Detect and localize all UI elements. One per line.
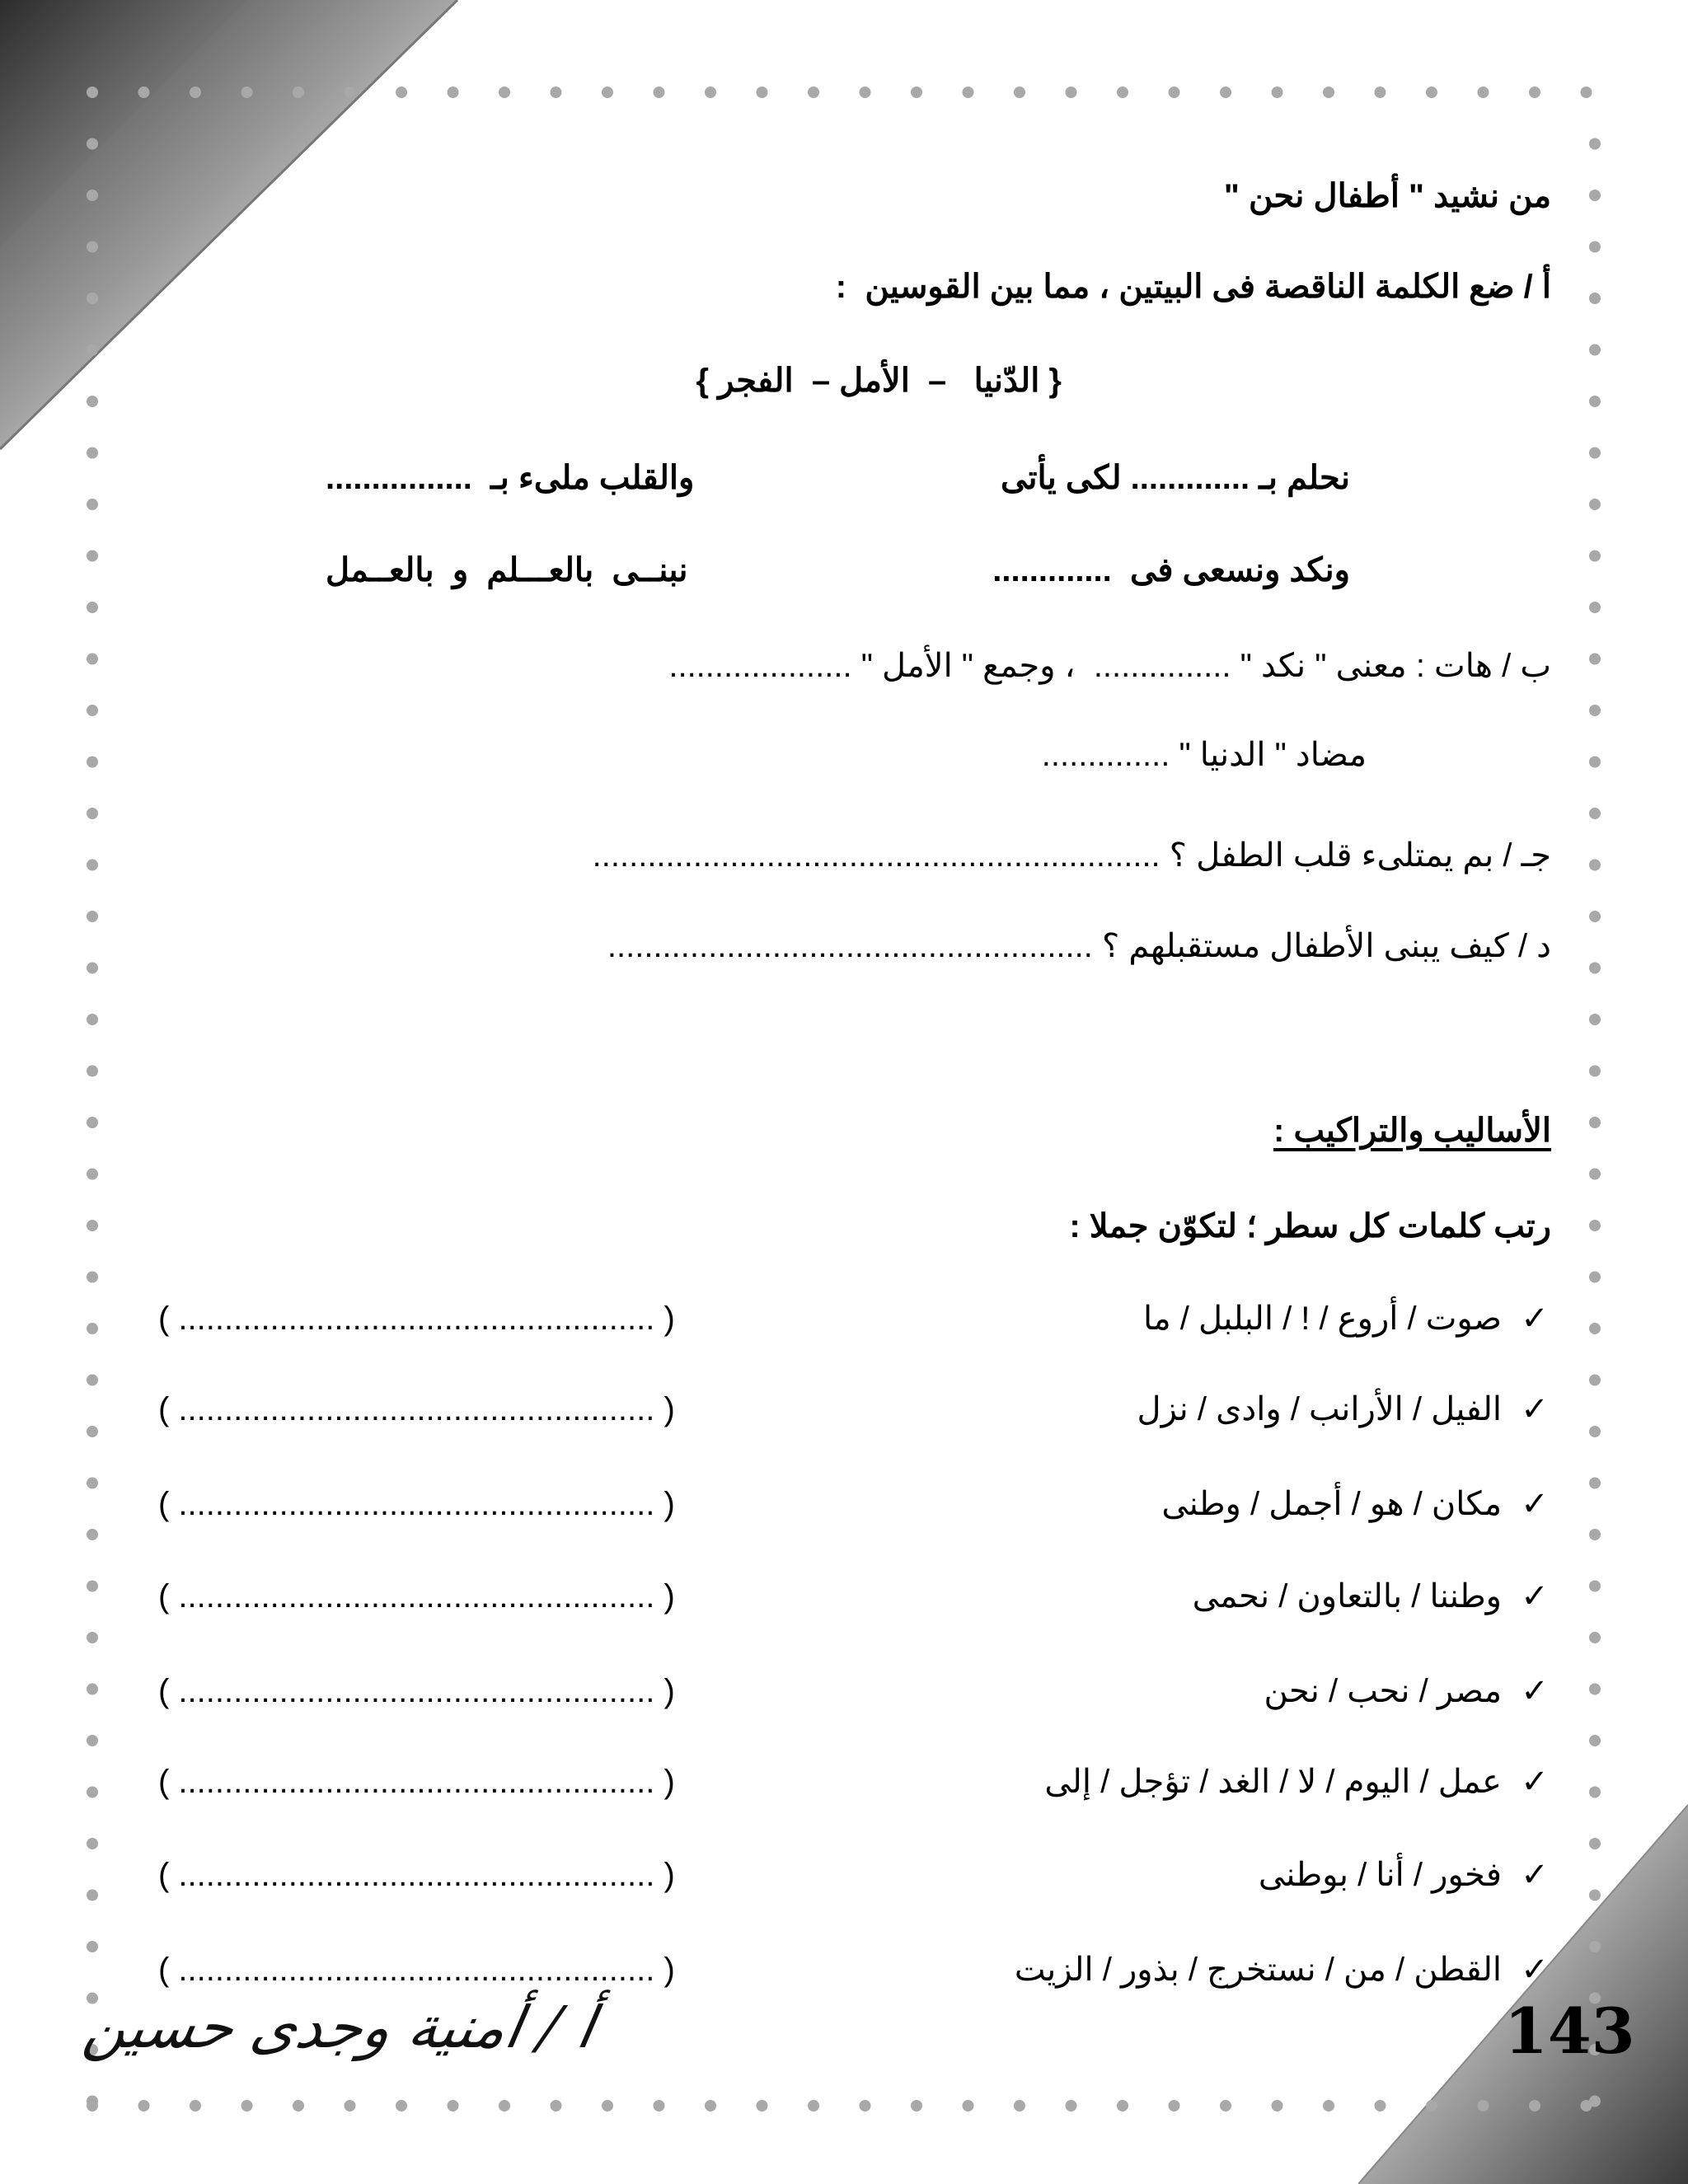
frame-dot	[87, 2096, 98, 2107]
frame-dot	[87, 396, 98, 407]
check-icon: ✓	[1521, 1673, 1549, 1709]
frame-dot	[87, 1066, 98, 1077]
frame-dot	[1169, 2100, 1180, 2111]
question-b: ب / هات : معنى " نكد " ............... ، وجمع " الأمل " ....................	[668, 648, 1551, 684]
scrambled-words: مصر / نحب / نحن	[1264, 1673, 1502, 1709]
scrambled-words: وطننا / بالتعاون / نحمى	[1192, 1578, 1502, 1615]
frame-dot	[551, 87, 562, 98]
frame-dot	[87, 808, 98, 819]
frame-dot	[87, 344, 98, 356]
frame-dot	[87, 1375, 98, 1386]
frame-dot	[1589, 1684, 1601, 1695]
frame-dot	[293, 87, 304, 98]
frame-dot	[1589, 1220, 1601, 1231]
frame-dot	[1014, 2100, 1025, 2111]
frame-dot	[87, 1272, 98, 1283]
check-icon: ✓	[1521, 1764, 1549, 1800]
answer-blank: ( .................................................... )	[158, 1486, 675, 1522]
answer-blank: ( .................................................... )	[158, 1301, 675, 1337]
frame-dot	[1589, 396, 1601, 407]
frame-dot	[1589, 1787, 1601, 1798]
frame-dot	[1589, 1890, 1601, 1901]
frame-dot	[1169, 87, 1180, 98]
frame-dot	[1589, 448, 1601, 459]
answer-blank: ( .................................................... )	[158, 1857, 675, 1893]
frame-dot	[87, 138, 98, 150]
check-icon: ✓	[1521, 1486, 1549, 1522]
frame-dot	[1589, 1529, 1601, 1540]
frame-dot	[1589, 499, 1601, 510]
frame-dot	[87, 190, 98, 201]
frame-dot	[190, 87, 201, 98]
verse1-second-half: والقلب ملىء بـ ................	[326, 460, 695, 496]
list-item	[150, 1380, 1551, 1438]
frame-dot	[1066, 87, 1077, 98]
frame-dot	[241, 2100, 253, 2111]
frame-dot	[1014, 87, 1025, 98]
frame-dot	[448, 2100, 459, 2111]
frame-dot	[1117, 2100, 1128, 2111]
frame-dot	[1375, 87, 1386, 98]
frame-dot	[1589, 1014, 1601, 1025]
frame-dot	[963, 2100, 974, 2111]
frame-dot	[1589, 602, 1601, 613]
frame-dot	[345, 2100, 356, 2111]
frame-dot	[1529, 87, 1540, 98]
frame-dot	[87, 499, 98, 510]
frame-dot	[1426, 87, 1437, 98]
frame-dot	[1589, 705, 1601, 716]
frame-dot	[87, 1838, 98, 1849]
frame-dot	[241, 87, 253, 98]
frame-dot	[1589, 138, 1601, 150]
frame-dot	[87, 1323, 98, 1334]
poem-source-title: من نشيد " أطفال نحن "	[1223, 178, 1551, 214]
scrambled-words: مكان / هو / أجمل / وطنى	[1161, 1486, 1502, 1522]
answer-blank: ( .................................................... )	[158, 1578, 675, 1615]
frame-dot	[1589, 1478, 1601, 1489]
frame-dot	[87, 705, 98, 716]
frame-dot	[87, 1581, 98, 1592]
frame-dot	[1589, 344, 1601, 356]
frame-dot	[1589, 2096, 1601, 2107]
frame-dot	[87, 1735, 98, 1746]
frame-dot	[499, 87, 510, 98]
frame-dot	[757, 2100, 768, 2111]
page-number: 143	[1504, 1994, 1635, 2068]
frame-dot	[87, 1220, 98, 1231]
frame-dot	[396, 2100, 407, 2111]
list-item	[150, 1475, 1551, 1533]
frame-dot	[1589, 911, 1601, 922]
frame-dot	[87, 963, 98, 974]
frame-dot	[1066, 2100, 1077, 2111]
frame-dot	[499, 2100, 510, 2111]
frame-dot	[1426, 2100, 1437, 2111]
frame-dot	[87, 602, 98, 613]
word-bank: { الدّنيا – الأمل – الفجر }	[696, 363, 1062, 399]
frame-dot	[1589, 1426, 1601, 1437]
frame-dot	[808, 2100, 819, 2111]
frame-dot	[1272, 2100, 1283, 2111]
frame-dot	[396, 87, 407, 98]
frame-dot	[1589, 860, 1601, 871]
frame-dot	[1117, 87, 1128, 98]
scrambled-words: صوت / أروع / ! / البلبل / ما	[1143, 1301, 1502, 1337]
verse2-first-half: ونكد ونسعى فى .............	[992, 552, 1350, 588]
frame-dot	[87, 1014, 98, 1025]
frame-dot	[1589, 293, 1601, 304]
frame-dot	[911, 2100, 922, 2111]
frame-dot	[87, 293, 98, 304]
frame-dot	[1272, 87, 1283, 98]
frame-dot	[87, 1529, 98, 1540]
frame-dot	[1589, 1632, 1601, 1643]
frame-dot	[911, 87, 922, 98]
frame-dot	[1220, 2100, 1231, 2111]
list-item	[150, 1568, 1551, 1625]
check-icon: ✓	[1521, 1301, 1549, 1337]
frame-dot	[138, 87, 150, 98]
instruction-a: أ / ضع الكلمة الناقصة فى البيتين ، مما بين القوسين :	[835, 269, 1551, 305]
frame-dot	[1589, 551, 1601, 562]
scrambled-words: الفيل / الأرانب / وادى / نزل	[1137, 1391, 1502, 1427]
frame-dot	[87, 1941, 98, 1952]
frame-dot	[1323, 2100, 1334, 2111]
author-signature	[78, 1986, 600, 2077]
frame-dot	[190, 2100, 201, 2111]
frame-dot	[860, 2100, 871, 2111]
check-icon: ✓	[1521, 1578, 1549, 1615]
frame-dot	[1589, 1735, 1601, 1746]
list-item	[150, 1662, 1551, 1720]
frame-dot	[602, 2100, 613, 2111]
answer-blank: ( .................................................... )	[158, 1673, 675, 1709]
frame-dot	[87, 1684, 98, 1695]
question-d: د / كيف يبنى الأطفال مستقبلهم ؟ .....................................................	[607, 928, 1551, 964]
frame-dot	[1323, 87, 1334, 98]
frame-dot	[1478, 87, 1489, 98]
frame-dot	[87, 1117, 98, 1128]
frame-dot	[1589, 1066, 1601, 1077]
frame-dot	[293, 2100, 304, 2111]
frame-dot	[87, 551, 98, 562]
frame-dot	[1375, 2100, 1386, 2111]
frame-dot	[1589, 1169, 1601, 1180]
frame-dot	[87, 911, 98, 922]
frame-dot	[1589, 241, 1601, 253]
frame-dot	[87, 1426, 98, 1437]
frame-dot	[757, 87, 768, 98]
frame-dot	[1220, 87, 1231, 98]
frame-dot	[860, 87, 871, 98]
frame-dot	[87, 860, 98, 871]
styles-heading: الأساليب والتراكيب :	[1273, 1113, 1551, 1149]
frame-dot	[654, 87, 665, 98]
frame-dot	[551, 2100, 562, 2111]
frame-dot	[1589, 654, 1601, 665]
frame-dot	[1589, 1117, 1601, 1128]
list-item	[150, 1846, 1551, 1904]
frame-dot	[808, 87, 819, 98]
check-icon: ✓	[1521, 1857, 1549, 1893]
signature-text: أ / أمنية وجدى حسين	[78, 1994, 600, 2061]
frame-dot	[138, 2100, 150, 2111]
frame-dot	[87, 1787, 98, 1798]
frame-dot	[87, 654, 98, 665]
frame-dot	[705, 2100, 716, 2111]
frame-dot	[448, 87, 459, 98]
frame-dot	[705, 87, 716, 98]
frame-dot	[87, 757, 98, 768]
frame-dot	[1589, 963, 1601, 974]
frame-dot	[1589, 1838, 1601, 1849]
frame-dot	[345, 87, 356, 98]
frame-dot	[602, 87, 613, 98]
scrambled-words: فخور / أنا / بوطنى	[1258, 1857, 1502, 1893]
check-icon: ✓	[1521, 1391, 1549, 1427]
frame-dot	[1589, 1272, 1601, 1283]
frame-dot	[1589, 1375, 1601, 1386]
frame-dot	[1589, 1581, 1601, 1592]
frame-dot	[1589, 808, 1601, 819]
answer-blank: ( .................................................... )	[158, 1952, 675, 1988]
styles-instruction: رتب كلمات كل سطر ؛ لتكوّن جملا :	[1069, 1208, 1551, 1244]
frame-dot	[87, 1632, 98, 1643]
frame-dot	[1589, 1941, 1601, 1952]
frame-dot	[87, 1478, 98, 1489]
list-item	[150, 1753, 1551, 1811]
question-b-antonym: مضاد " الدنيا " ..............	[1041, 737, 1367, 773]
frame-dot	[1589, 190, 1601, 201]
frame-dot	[963, 87, 974, 98]
verse2-second-half: نبنــى بالعـــلم و بالعــمل	[326, 552, 688, 588]
frame-dot	[87, 448, 98, 459]
scrambled-words: عمل / اليوم / لا / الغد / تؤجل / إلى	[1044, 1764, 1502, 1800]
frame-dot	[1529, 2100, 1540, 2111]
frame-dot	[1589, 757, 1601, 768]
frame-dot	[87, 241, 98, 253]
frame-dot	[87, 87, 98, 98]
scrambled-words: القطن / من / نستخرج / بذور / الزيت	[1014, 1952, 1502, 1988]
frame-dot	[87, 1890, 98, 1901]
question-c: جـ / بم يمتلىء قلب الطفل ؟ ..............................................................	[592, 837, 1551, 874]
frame-dot	[1589, 1323, 1601, 1334]
answer-blank: ( .................................................... )	[158, 1391, 675, 1427]
check-icon: ✓	[1521, 1952, 1549, 1988]
frame-dot	[1581, 87, 1592, 98]
frame-dot	[654, 2100, 665, 2111]
list-item	[150, 1290, 1551, 1347]
frame-dot	[87, 1169, 98, 1180]
frame-dot	[1478, 2100, 1489, 2111]
verse1-first-half: نحلم بـ ............. لكى يأتى	[1000, 460, 1350, 496]
answer-blank: ( .................................................... )	[158, 1764, 675, 1800]
